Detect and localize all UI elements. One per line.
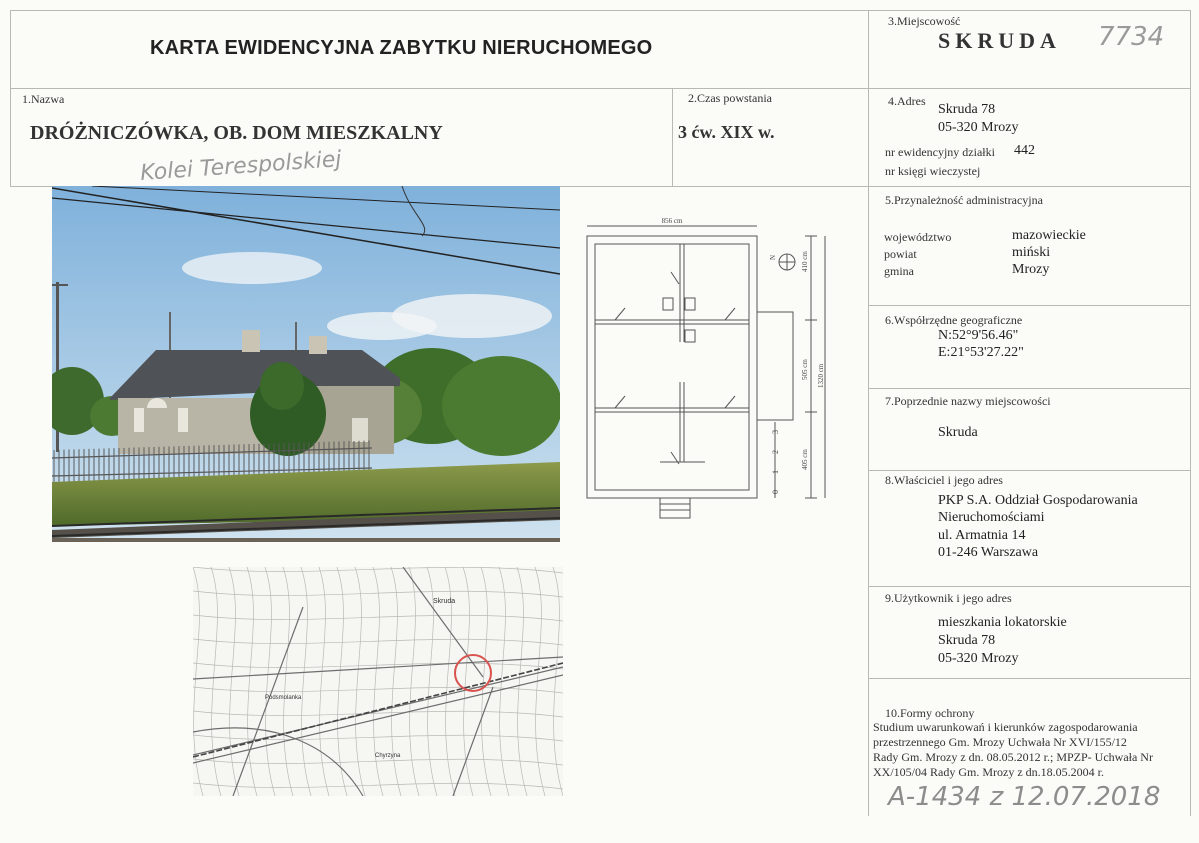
map-label-chyrzyna: Chyrzyna — [375, 753, 401, 759]
plan-dim-bottom: 405 cm — [801, 449, 809, 470]
floor-plan — [575, 212, 830, 524]
user-line-1: mieszkania lokatorskie — [938, 615, 1067, 630]
rule-7-8 — [868, 470, 1190, 471]
top-rule — [10, 10, 1190, 11]
plan-dim-top: 410 cm — [801, 251, 809, 272]
rule-9-10 — [868, 678, 1190, 679]
rule-8-9 — [868, 586, 1190, 587]
left-frame — [10, 10, 11, 186]
user-line-2: Skruda 78 — [938, 633, 996, 648]
plan-dim-mid: 505 cm — [801, 359, 809, 380]
map-label-skruda: Skruda — [433, 598, 456, 605]
date-label: 2.Czas powstania — [688, 91, 772, 105]
user-label: 9.Użytkownik i jego adres — [885, 591, 1012, 605]
plan-width-label: 856 cm — [661, 217, 683, 225]
plan-scale-3: 3 — [771, 430, 780, 434]
plan-dim-total: 1320 cm — [817, 363, 825, 388]
address-postcode: 05-320 Mrozy — [938, 120, 1019, 135]
name-value: DRÓŻNICZÓWKA, OB. DOM MIESZKALNY — [30, 122, 443, 144]
handwritten-name-note: Kolei Terespolskiej — [139, 146, 343, 187]
coordinate-e: E:21°53'27.22" — [938, 345, 1024, 360]
protection-line-1: Studium uwarunkowań i kierunków zagospodarowania — [873, 720, 1138, 734]
right-column-divider — [868, 10, 869, 816]
address-label: 4.Adres — [888, 94, 926, 108]
coordinates-label: 6.Współrzędne geograficzne — [885, 313, 1023, 327]
admin-label: 5.Przynależność administracyjna — [885, 193, 1043, 207]
page-title: KARTA EWIDENCYJNA ZABYTKU NIERUCHOMEGO — [150, 37, 653, 59]
map-image — [193, 567, 563, 796]
county-key: powiat — [884, 247, 917, 261]
rule-under-title — [10, 88, 1190, 89]
rule-5-6 — [868, 305, 1190, 306]
owner-line-2: Nieruchomościami — [938, 510, 1045, 525]
protection-line-3: Rady Gm. Mrozy z dn. 08.05.2012 r.; MPZP- Uchwała Nr — [873, 750, 1153, 764]
commune-key: gmina — [884, 264, 914, 278]
right-frame — [1190, 10, 1191, 816]
protection-line-2: przestrzennego Gm. Mrozy Uchwała Nr XVI/155/12 — [873, 735, 1127, 749]
building-photo — [52, 186, 560, 542]
county-value: miński — [1012, 245, 1051, 260]
locality-value: SKRUDA — [938, 28, 1061, 53]
map-label-podsmolanka: Podsmolanka — [265, 695, 302, 701]
owner-line-4: 01-246 Warszawa — [938, 545, 1039, 560]
protection-line-4: XX/105/04 Rady Gm. Mrozy z dn.18.05.2004 r. — [873, 765, 1104, 779]
owner-line-1: PKP S.A. Oddział Gospodarowania — [938, 493, 1138, 508]
date-value: 3 ćw. XIX w. — [678, 122, 775, 142]
location-map — [193, 567, 563, 796]
ledger-label: nr księgi wieczystej — [885, 164, 981, 178]
name-label: 1.Nazwa — [22, 92, 65, 106]
coordinate-n: N:52°9'56.46" — [938, 328, 1019, 343]
plan-scale-2: 2 — [771, 450, 780, 454]
rule-6-7 — [868, 388, 1190, 389]
photo-image — [52, 186, 560, 542]
voivodeship-key: województwo — [884, 230, 952, 244]
plan-scale-1: 1 — [771, 470, 780, 474]
name-date-divider — [672, 88, 673, 186]
handwritten-register-entry: A-1434 z 12.07.2018 — [888, 782, 1161, 812]
voivodeship-value: mazowieckie — [1012, 228, 1086, 243]
plan-scale-0: 0 — [771, 490, 780, 494]
address-street: Skruda 78 — [938, 102, 996, 117]
previous-names-value: Skruda — [938, 425, 978, 440]
north-arrow-label: N — [769, 254, 777, 260]
owner-label: 8.Właściciel i jego adres — [885, 473, 1003, 487]
owner-line-3: ul. Armatnia 14 — [938, 528, 1026, 543]
previous-names-label: 7.Poprzednie nazwy miejscowości — [885, 394, 1051, 408]
locality-label: 3.Miejscowość — [888, 14, 961, 28]
protection-label: 10.Formy ochrony — [885, 706, 975, 720]
parcel-value: 442 — [1014, 143, 1035, 158]
user-line-3: 05-320 Mrozy — [938, 651, 1019, 666]
commune-value: Mrozy — [1012, 262, 1050, 277]
handwritten-card-number: 7734 — [1098, 22, 1165, 52]
parcel-label: nr ewidencyjny działki — [885, 145, 995, 159]
